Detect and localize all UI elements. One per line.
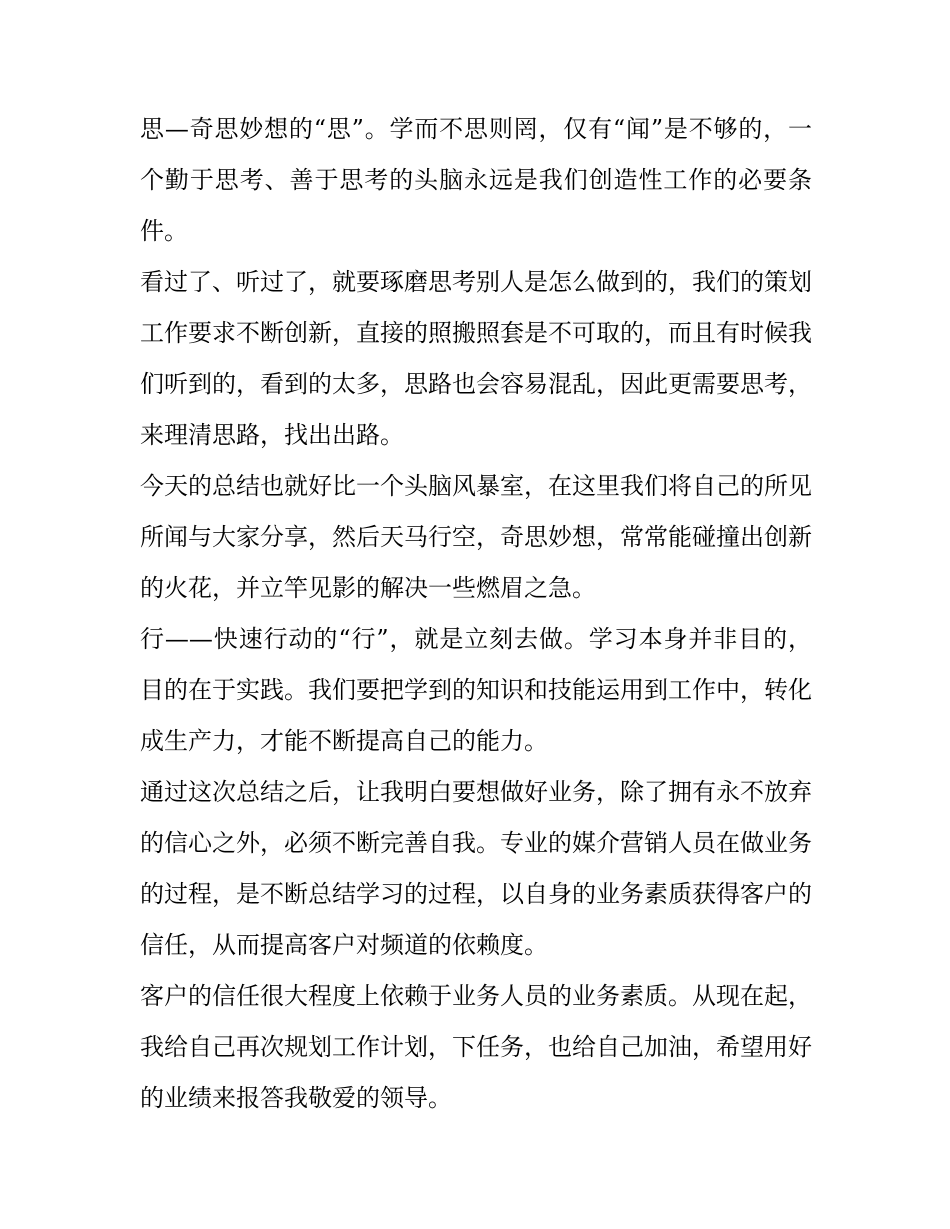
paragraph-reflection: 看过了、听过了，就要琢磨思考别人是怎么做到的，我们的策划工作要求不断创新，直接的照搬照套是不可取的，而且有时候我们听到的，看到的太多，思路也会容易混乱，因此更需要思考，来理清思路，找出出路。 <box>140 268 812 449</box>
paragraph-si: 思—奇思妙想的“思”。学而不思则罔，仅有“闻”是不够的，一个勤于思考、善于思考的头脑永远是我们创造性工作的必要条件。 <box>140 115 812 245</box>
paragraph-conclusion: 客户的信任很大程度上依赖于业务人员的业务素质。从现在起，我给自己再次规划工作计划，下任务，也给自己加油，希望用好的业绩来报答我敬爱的领导。 <box>140 982 812 1112</box>
paragraph-brainstorm: 今天的总结也就好比一个头脑风暴室，在这里我们将自己的所见所闻与大家分享，然后天马行空，奇思妙想，常常能碰撞出创新的火花，并立竿见影的解决一些燃眉之急。 <box>140 472 812 602</box>
paragraph-summary: 通过这次总结之后，让我明白要想做好业务，除了拥有永不放弃的信心之外，必须不断完善自我。专业的媒介营销人员在做业务的过程，是不断总结学习的过程，以自身的业务素质获得客户的信任，从而提高客户对频道的依赖度。 <box>140 778 812 959</box>
paragraph-xing: 行——快速行动的“行”，就是立刻去做。学习本身并非目的，目的在于实践。我们要把学到的知识和技能运用到工作中，转化成生产力，才能不断提高自己的能力。 <box>140 625 812 755</box>
document-body <box>140 104 812 1124</box>
